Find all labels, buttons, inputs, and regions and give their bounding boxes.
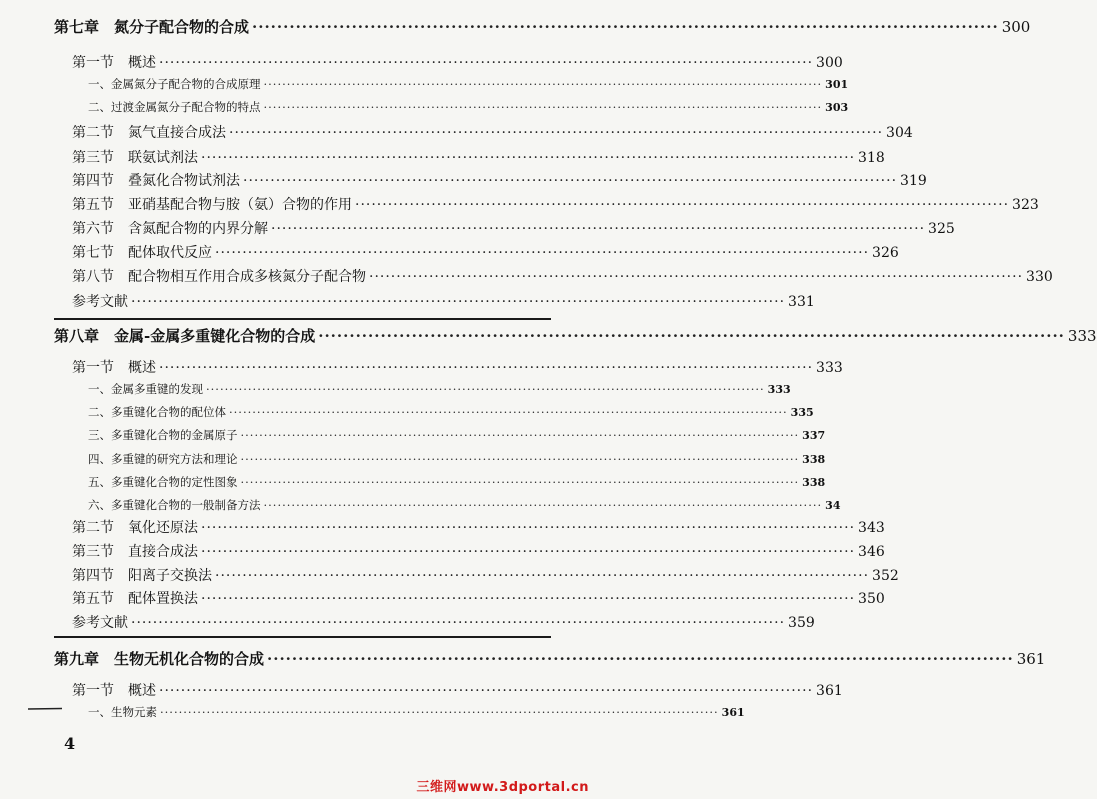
chapter-rule — [54, 636, 551, 638]
toc-entry-section — [72, 357, 843, 377]
toc-entry-section — [72, 612, 815, 632]
toc-entry-sub — [88, 99, 849, 115]
toc-entry-section — [72, 266, 1053, 286]
leader-dots: ························································································································ — [131, 615, 786, 631]
toc-entry-page: 333 — [1067, 327, 1097, 345]
toc-entry-title: 第八节 配合物相互作用合成多核氮分子配合物 — [72, 269, 366, 285]
toc-entry-title: 六、多重键化合物的一般制备方法 — [88, 498, 261, 512]
toc-entry-section — [72, 147, 885, 167]
toc-entry-page: 318 — [858, 150, 885, 166]
toc-entry-page: 34 — [825, 499, 841, 512]
toc-entry-section — [72, 194, 1039, 214]
leader-dots: ························································································································ — [240, 452, 800, 466]
toc-entry-page: 359 — [788, 615, 815, 631]
toc-entry-title: 第八章 金属-金属多重键化合物的合成 — [54, 327, 316, 345]
toc-entry-page: 350 — [858, 591, 885, 607]
toc-entry-section — [72, 565, 899, 585]
toc-entry-title: 第二节 氮气直接合成法 — [72, 125, 226, 141]
toc-entry-page: 333 — [767, 383, 791, 396]
toc-entry-section — [72, 680, 843, 700]
toc-entry-page: 319 — [900, 173, 927, 189]
leader-dots: ························································································································ — [369, 269, 1024, 285]
leader-dots: ························································································································ — [263, 498, 823, 512]
toc-entry-chapter — [54, 16, 1031, 37]
toc-entry-page: 331 — [788, 294, 815, 310]
ink-smudge — [28, 707, 62, 711]
toc-entry-page: 323 — [1012, 197, 1039, 213]
toc-entry-title: 第六节 含氮配合物的内界分解 — [72, 221, 268, 237]
toc-entry-sub — [88, 704, 745, 720]
leader-dots: ························································································································ — [355, 197, 1010, 213]
toc-entry-sub — [88, 474, 826, 490]
toc-entry-page: 338 — [802, 453, 826, 466]
toc-entry-page: 333 — [816, 360, 843, 376]
toc-entry-section — [72, 291, 815, 311]
leader-dots: ························································································································ — [201, 520, 856, 536]
toc-entry-section — [72, 517, 885, 537]
toc-entry-title: 一、金属氮分子配合物的合成原理 — [88, 77, 261, 91]
leader-dots: ························································································································ — [240, 475, 800, 489]
toc-entry-page: 300 — [816, 55, 843, 71]
toc-entry-page: 304 — [886, 125, 913, 141]
toc-entry-title: 第四节 叠氮化合物试剂法 — [72, 173, 240, 189]
toc-entry-page: 343 — [858, 520, 885, 536]
toc-entry-page: 361 — [816, 683, 843, 699]
leader-dots: ························································································································ — [206, 382, 765, 396]
toc-entry-page: 361 — [1016, 650, 1046, 668]
toc-entry-title: 四、多重键的研究方法和理论 — [88, 452, 238, 466]
toc-entry-sub — [88, 404, 814, 420]
toc-entry-section — [72, 242, 899, 262]
toc-entry-title: 第一节 概述 — [72, 55, 156, 71]
toc-entry-page: 303 — [825, 101, 849, 114]
toc-entry-section — [72, 541, 885, 561]
chapter-rule — [54, 318, 551, 320]
toc-entry-page: 301 — [825, 78, 849, 91]
leader-dots: ························································································································ — [240, 428, 800, 442]
toc-entry-title: 第三节 联氨试剂法 — [72, 150, 198, 166]
leader-dots: ························································································································ — [201, 150, 856, 166]
toc-entry-title: 第五节 亚硝基配合物与胺（氨）合物的作用 — [72, 197, 352, 213]
toc-entry-chapter — [54, 325, 1097, 346]
leader-dots: ························································································································ — [159, 360, 814, 376]
toc-entry-title: 第二节 氧化还原法 — [72, 520, 198, 536]
toc-entry-section — [72, 170, 927, 190]
toc-entry-page: 330 — [1026, 269, 1053, 285]
leader-dots: ························································································································ — [215, 245, 870, 261]
toc-entry-section — [72, 122, 913, 142]
toc-entry-title: 一、金属多重键的发现 — [88, 382, 203, 396]
leader-dots: ························································································································ — [263, 77, 823, 91]
leader-dots: ························································································································ — [318, 327, 1065, 345]
toc-entry-title: 第三节 直接合成法 — [72, 544, 198, 560]
leader-dots: ························································································································ — [201, 544, 856, 560]
toc-entry-section — [72, 588, 885, 608]
leader-dots: ························································································································ — [263, 100, 823, 114]
leader-dots: ························································································································ — [243, 173, 898, 189]
leader-dots: ························································································································ — [160, 705, 719, 719]
leader-dots: ························································································································ — [229, 125, 884, 141]
toc-entry-page: 361 — [721, 706, 745, 719]
toc-entry-title: 第四节 阳离子交换法 — [72, 568, 212, 584]
leader-dots: ························································································································ — [215, 568, 870, 584]
toc-entry-sub — [88, 497, 841, 513]
toc-entry-title: 第七节 配体取代反应 — [72, 245, 212, 261]
leader-dots: ························································································································ — [131, 294, 786, 310]
toc-entry-page: 346 — [858, 544, 885, 560]
toc-entry-title: 五、多重键化合物的定性图象 — [88, 475, 238, 489]
leader-dots: ························································································································ — [159, 683, 814, 699]
watermark-text: 三维网www.3dportal.cn — [416, 780, 589, 795]
toc-entry-page: 325 — [928, 221, 955, 237]
leader-dots: ························································································································ — [159, 55, 814, 71]
toc-entry-page: 300 — [1001, 18, 1031, 36]
toc-entry-title: 第七章 氮分子配合物的合成 — [54, 18, 250, 36]
toc-entry-title: 第九章 生物无机化合物的合成 — [54, 650, 265, 668]
leader-dots: ························································································································ — [201, 591, 856, 607]
toc-entry-title: 参考文献 — [72, 615, 128, 631]
toc-entry-page: 335 — [790, 406, 814, 419]
toc-entry-title: 第五节 配体置换法 — [72, 591, 198, 607]
leader-dots: ························································································································ — [252, 18, 999, 36]
toc-entry-title: 二、过渡金属氮分子配合物的特点 — [88, 100, 261, 114]
leader-dots: ························································································································ — [271, 221, 926, 237]
toc-entry-title: 三、多重键化合物的金属原子 — [88, 428, 238, 442]
toc-entry-sub — [88, 451, 826, 467]
toc-entry-page: 338 — [802, 476, 826, 489]
toc-entry-title: 一、生物元素 — [88, 705, 157, 719]
leader-dots: ························································································································ — [229, 405, 788, 419]
toc-entry-sub — [88, 381, 791, 397]
toc-entry-sub — [88, 427, 826, 443]
page-number: 4 — [64, 734, 76, 753]
toc-entry-title: 二、多重键化合物的配位体 — [88, 405, 226, 419]
toc-entry-sub — [88, 76, 849, 92]
toc-entry-title: 第一节 概述 — [72, 360, 156, 376]
toc-entry-section — [72, 218, 955, 238]
toc-entry-title: 参考文献 — [72, 294, 128, 310]
toc-entry-title: 第一节 概述 — [72, 683, 156, 699]
toc-entry-page: 337 — [802, 429, 826, 442]
toc-entry-page: 326 — [872, 245, 899, 261]
toc-entry-chapter — [54, 648, 1046, 669]
leader-dots: ························································································································ — [267, 650, 1014, 668]
toc-entry-page: 352 — [872, 568, 899, 584]
toc-entry-section — [72, 52, 843, 72]
